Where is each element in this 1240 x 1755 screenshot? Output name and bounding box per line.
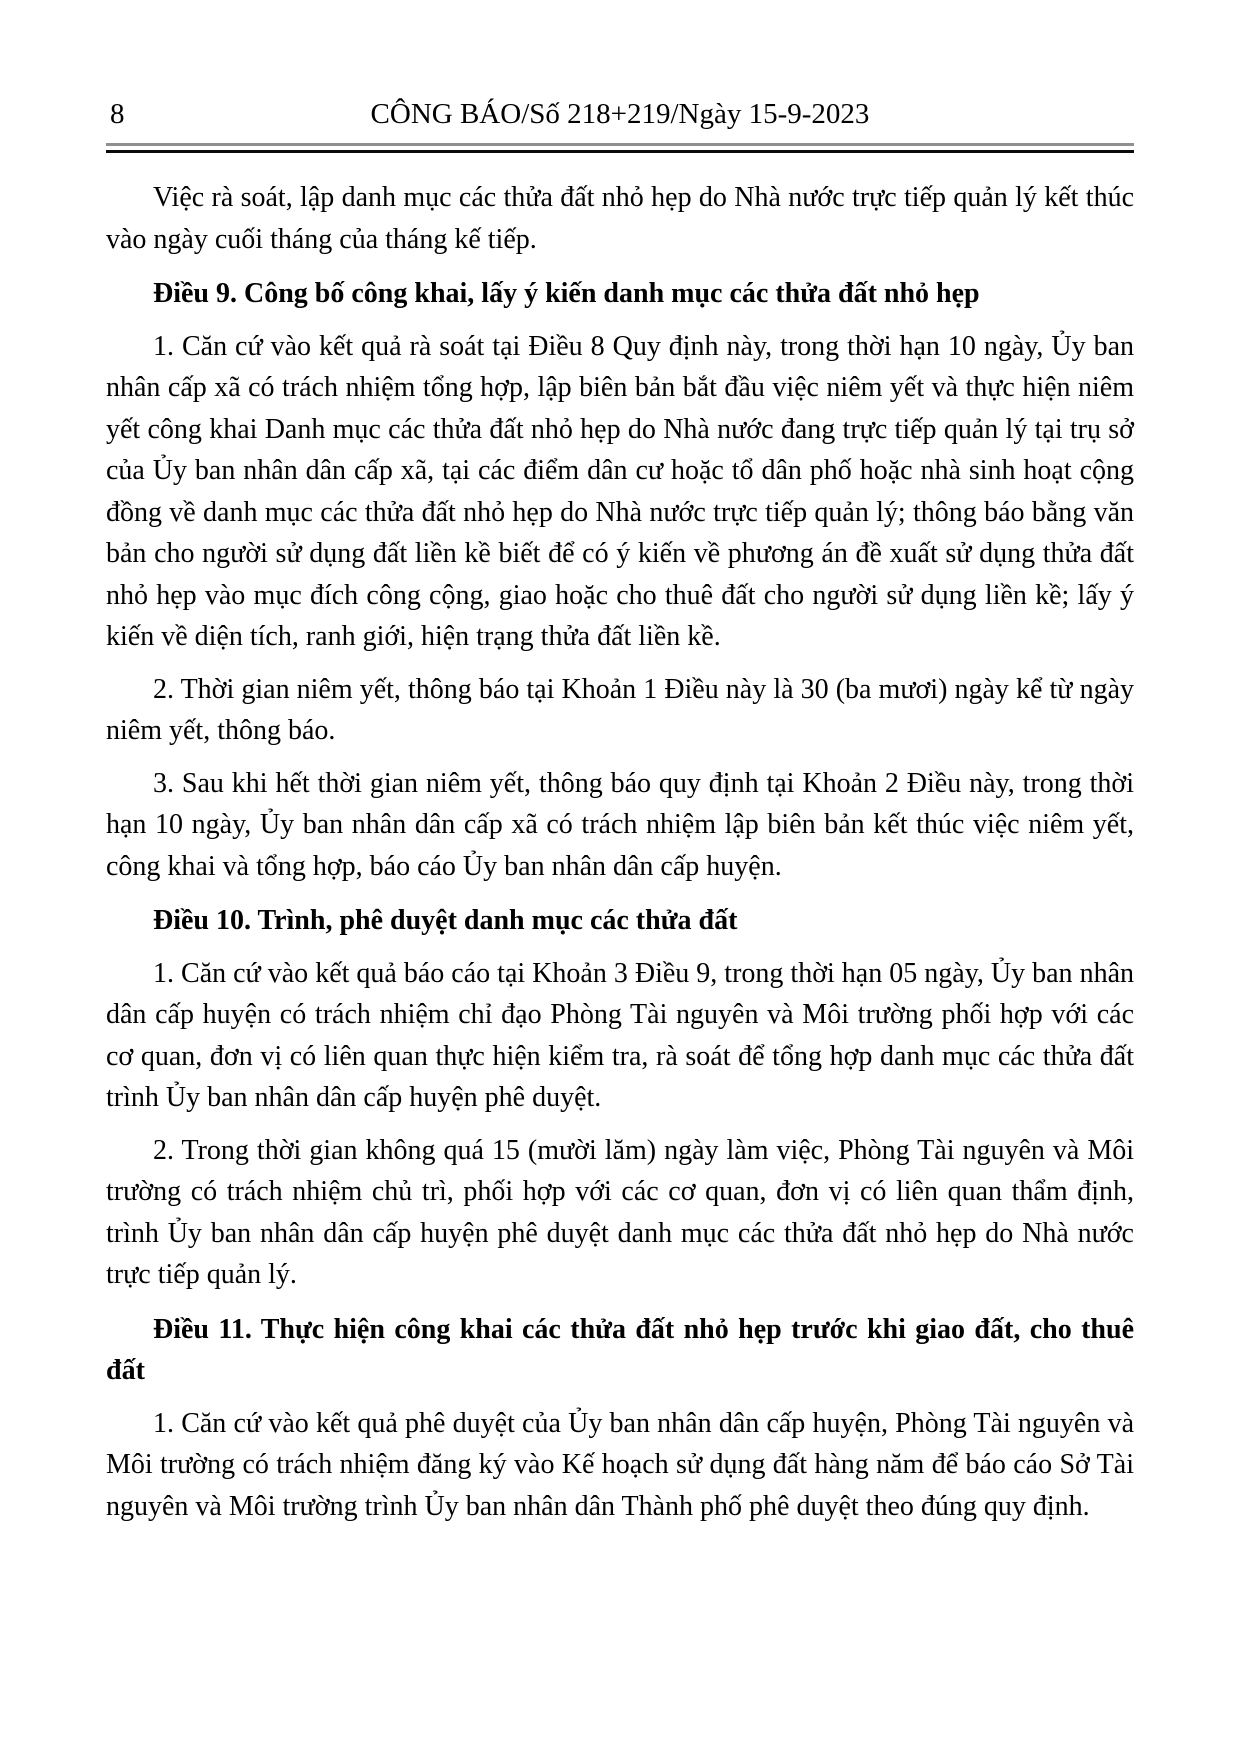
page-number: 8 [110, 98, 125, 130]
document-body [106, 177, 1134, 1527]
article-9-heading: Điều 9. Công bố công khai, lấy ý kiến danh mục các thửa đất nhỏ hẹp [153, 278, 980, 309]
header-divider-rule [106, 143, 1134, 153]
article-9-clause-1: 1. Căn cứ vào kết quả rà soát tại Điều 8 Quy định này, trong thời hạn 10 ngày, Ủy ban nhân cấp xã có trách nhiệm tổng hợp, lập biên bản bắt đầu việc niêm yết và thực hiện niêm yết công khai Danh mục các thửa đất nhỏ hẹp do Nhà nước đang trực tiếp quản lý tại trụ sở của Ủy ban nhân dân cấp xã, tại các điểm dân cư hoặc tổ dân phố hoặc nhà sinh hoạt cộng đồng về danh mục các thửa đất nhỏ hẹp do Nhà nước trực tiếp quản lý; thông báo bằng văn bản cho người sử dụng đất liền kề biết để có ý kiến về phương án đề xuất sử dụng thửa đất nhỏ hẹp vào mục đích công cộng, giao hoặc cho thuê đất cho người sử dụng liền kề; lấy ý kiến về diện tích, ranh giới, hiện trạng thửa đất liền kề. [106, 330, 1134, 652]
paragraph-intro-review-closing: Việc rà soát, lập danh mục các thửa đất nhỏ hẹp do Nhà nước trực tiếp quản lý kết thúc vào ngày cuối tháng của tháng kế tiếp. [106, 182, 1134, 255]
article-10-clause-2: 2. Trong thời gian không quá 15 (mười lăm) ngày làm việc, Phòng Tài nguyên và Môi trường có trách nhiệm chủ trì, phối hợp với các cơ quan, đơn vị có liên quan thẩm định, trình Ủy ban nhân dân cấp huyện phê duyệt danh mục các thửa đất nhỏ hẹp do Nhà nước trực tiếp quản lý. [106, 1134, 1134, 1290]
page-header [106, 0, 1134, 134]
article-11-clause-1: 1. Căn cứ vào kết quả phê duyệt của Ủy ban nhân dân cấp huyện, Phòng Tài nguyên và Môi trường có trách nhiệm đăng ký vào Kế hoạch sử dụng đất hàng năm để báo cáo Sở Tài nguyên và Môi trường trình Ủy ban nhân dân Thành phố phê duyệt theo đúng quy định. [106, 1407, 1134, 1522]
gazette-header-title: CÔNG BÁO/Số 218+219/Ngày 15-9-2023 [370, 98, 870, 130]
article-9-clause-2: 2. Thời gian niêm yết, thông báo tại Khoản 1 Điều này là 30 (ba mươi) ngày kể từ ngày niêm yết, thông báo. [106, 673, 1134, 746]
article-9-clause-3: 3. Sau khi hết thời gian niêm yết, thông báo quy định tại Khoản 2 Điều này, trong thời hạn 10 ngày, Ủy ban nhân dân cấp xã có trách nhiệm lập biên bản kết thúc việc niêm yết, công khai và tổng hợp, báo cáo Ủy ban nhân dân cấp huyện. [106, 767, 1134, 882]
article-11-heading: Điều 11. Thực hiện công khai các thửa đất nhỏ hẹp trước khi giao đất, cho thuê đất [106, 1313, 1134, 1386]
article-10-heading: Điều 10. Trình, phê duyệt danh mục các thửa đất [153, 905, 738, 936]
article-10-clause-1: 1. Căn cứ vào kết quả báo cáo tại Khoản 3 Điều 9, trong thời hạn 05 ngày, Ủy ban nhân dân cấp huyện có trách nhiệm chỉ đạo Phòng Tài nguyên và Môi trường phối hợp với các cơ quan, đơn vị có liên quan thực hiện kiểm tra, rà soát để tổng hợp danh mục các thửa đất trình Ủy ban nhân dân cấp huyện phê duyệt. [106, 957, 1134, 1113]
